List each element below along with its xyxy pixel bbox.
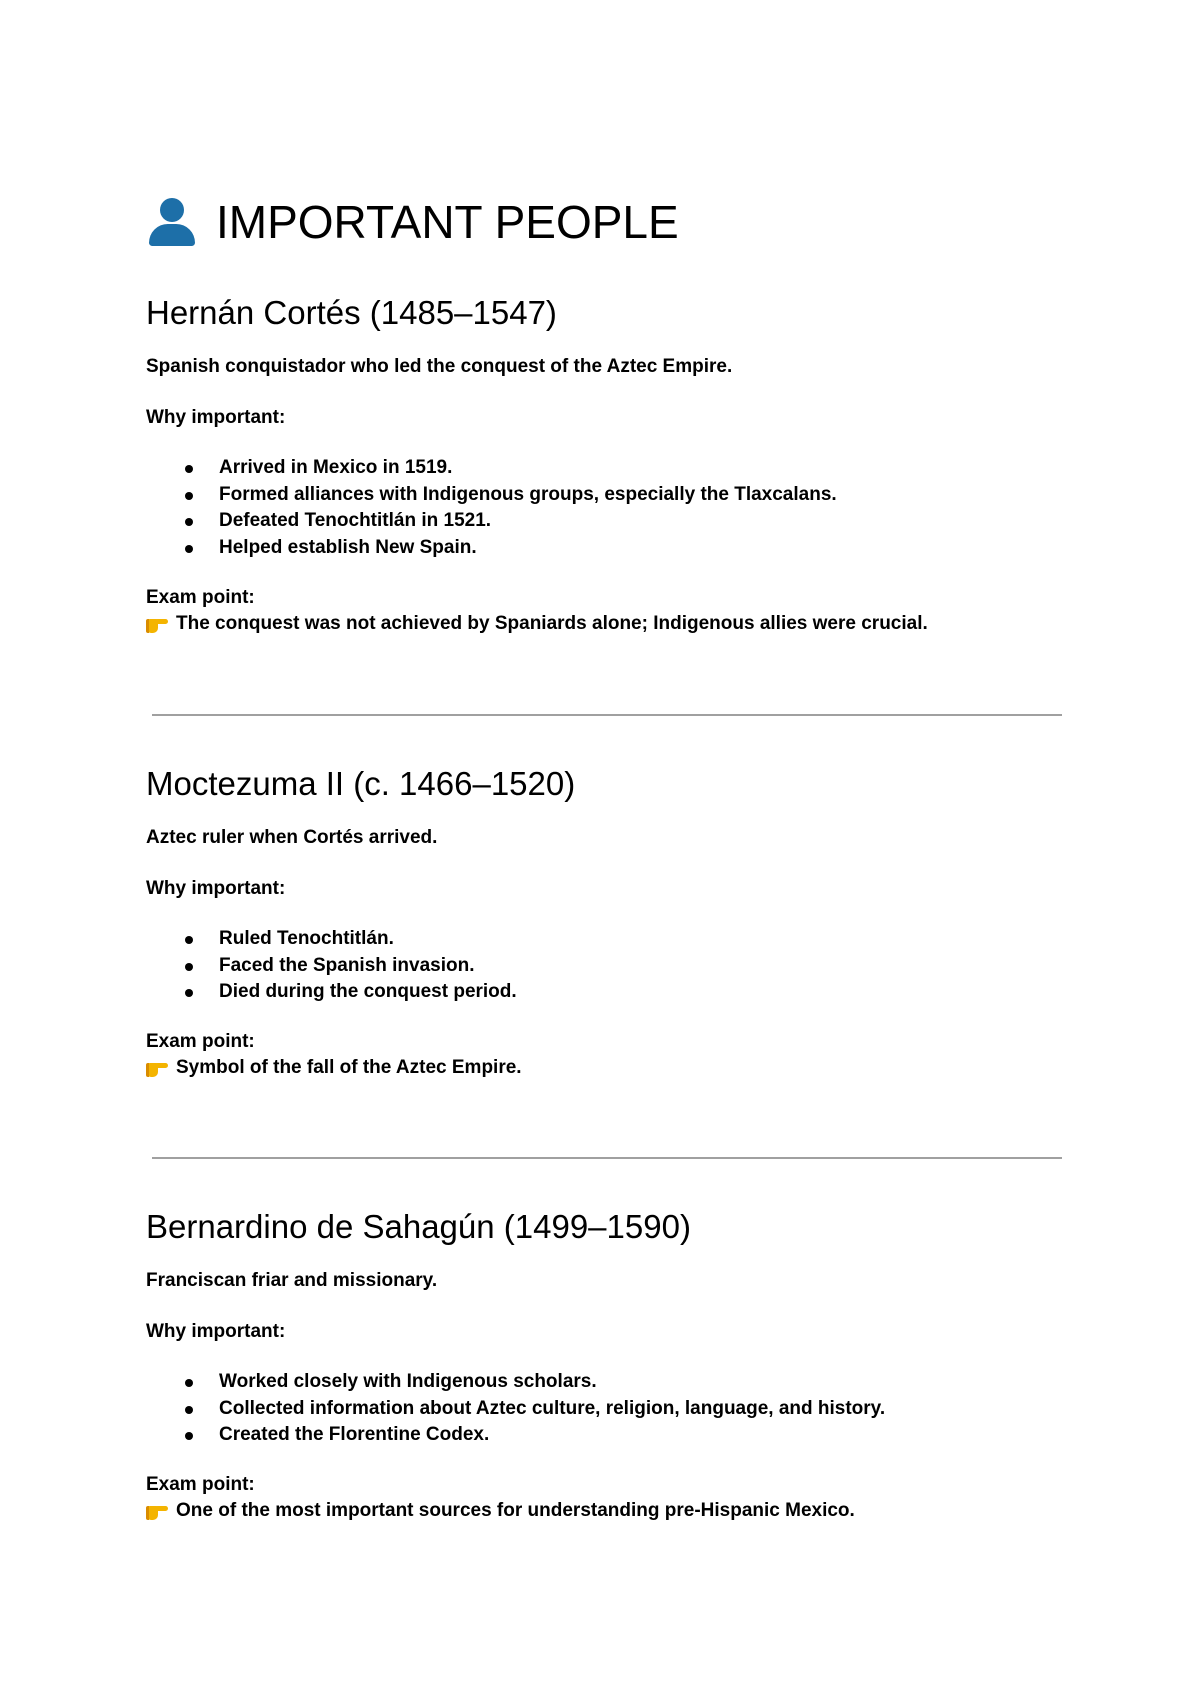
bullet-icon (185, 545, 193, 553)
bullet-icon (185, 963, 193, 971)
section-divider (152, 1157, 1062, 1159)
bullet-icon (185, 936, 193, 944)
exam-point-text: Symbol of the fall of the Aztec Empire. (146, 1055, 1066, 1081)
points-list (146, 1369, 1066, 1449)
bullet-icon (185, 465, 193, 473)
page-title-text: IMPORTANT PEOPLE (216, 196, 679, 248)
exam-point-label: Exam point: (146, 1474, 255, 1496)
person-heading: Hernán Cortés (1485–1547) (146, 294, 557, 331)
list-item: Formed alliances with Indigenous groups, especially the Tlaxcalans. (146, 482, 1066, 509)
person-description: Spanish conquistador who led the conquest of the Aztec Empire. (146, 356, 733, 377)
person-description: Aztec ruler when Cortés arrived. (146, 827, 438, 848)
bust-in-silhouette-icon (146, 196, 198, 248)
section-divider (152, 714, 1062, 716)
points-list (146, 455, 1066, 562)
person-heading: Bernardino de Sahagún (1499–1590) (146, 1208, 691, 1245)
list-item: Collected information about Aztec culture, religion, language, and history. (146, 1396, 1066, 1423)
pointing-hand-icon (146, 1501, 168, 1521)
person-section-moctezuma (146, 762, 1066, 1081)
person-section-sahagun (146, 1205, 1066, 1524)
bullet-icon (185, 518, 193, 526)
list-item: Created the Florentine Codex. (146, 1422, 1066, 1449)
exam-point-label: Exam point: (146, 1031, 255, 1053)
pointing-hand-icon (146, 614, 168, 634)
list-item: Ruled Tenochtitlán. (146, 926, 1066, 953)
list-item: Defeated Tenochtitlán in 1521. (146, 508, 1066, 535)
why-important-label: Why important: (146, 407, 286, 428)
why-important-label: Why important: (146, 1321, 286, 1342)
list-item: Arrived in Mexico in 1519. (146, 455, 1066, 482)
list-item: Died during the conquest period. (146, 979, 1066, 1006)
list-item: Worked closely with Indigenous scholars. (146, 1369, 1066, 1396)
exam-point-text: The conquest was not achieved by Spaniards alone; Indigenous allies were crucial. (146, 611, 1066, 637)
pointing-hand-icon (146, 1058, 168, 1078)
bullet-icon (185, 1432, 193, 1440)
person-heading: Moctezuma II (c. 1466–1520) (146, 765, 576, 802)
page-title (146, 192, 679, 252)
bullet-icon (185, 989, 193, 997)
bullet-icon (185, 492, 193, 500)
exam-point-text: One of the most important sources for understanding pre-Hispanic Mexico. (146, 1498, 1066, 1524)
why-important-label: Why important: (146, 878, 286, 899)
person-section-cortes (146, 291, 1066, 637)
points-list (146, 926, 1066, 1006)
list-item: Helped establish New Spain. (146, 535, 1066, 562)
bullet-icon (185, 1406, 193, 1414)
person-description: Franciscan friar and missionary. (146, 1270, 438, 1291)
exam-point-label: Exam point: (146, 586, 255, 608)
list-item: Faced the Spanish invasion. (146, 953, 1066, 980)
bullet-icon (185, 1379, 193, 1387)
